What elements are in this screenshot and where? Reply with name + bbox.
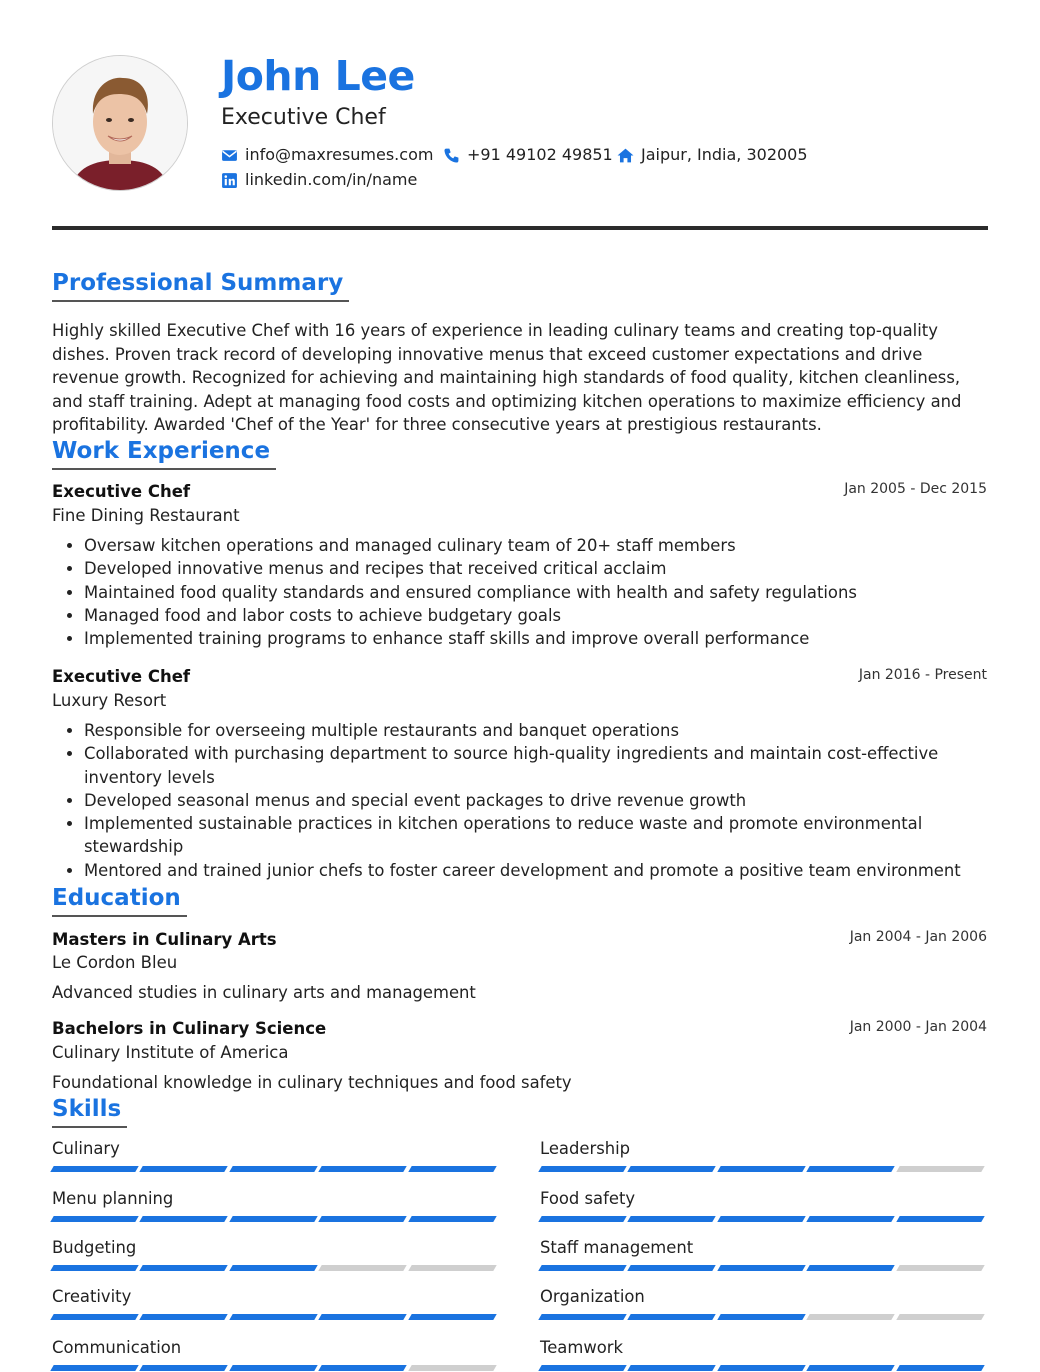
header-divider	[52, 226, 988, 230]
job-company: Fine Dining Restaurant	[52, 506, 240, 525]
skill-segment-empty	[896, 1265, 985, 1271]
skill-segment-filled	[538, 1216, 627, 1222]
skill-segment-filled	[229, 1216, 318, 1222]
avatar	[52, 55, 188, 191]
skill-item	[52, 1286, 499, 1320]
skill-segment-filled	[717, 1265, 806, 1271]
skill-segment-filled	[50, 1216, 139, 1222]
skill-segment-filled	[50, 1365, 139, 1371]
skill-segment-filled	[717, 1314, 806, 1320]
degree-title: Bachelors in Culinary Science	[52, 1019, 327, 1038]
skill-level-bar	[540, 1216, 987, 1222]
location-text: Jaipur, India, 302005	[641, 145, 808, 164]
skill-segment-empty	[408, 1365, 497, 1371]
skill-item	[52, 1138, 499, 1172]
skill-segment-filled	[140, 1265, 229, 1271]
list-item: • Responsible for overseeing multiple restaurants and banquet operations	[84, 719, 964, 742]
list-item: • Implemented training programs to enhance staff skills and improve overall performance	[84, 627, 964, 650]
skill-item	[52, 1237, 499, 1271]
candidate-name: John Lee	[221, 52, 415, 100]
skill-segment-filled	[628, 1216, 717, 1222]
skill-segment-filled	[140, 1365, 229, 1371]
skill-segment-filled	[628, 1166, 717, 1172]
profile-photo	[53, 56, 187, 190]
list-item: • Maintained food quality standards and ensured compliance with health and safety regulations	[84, 581, 964, 604]
skill-name: Teamwork	[540, 1338, 623, 1357]
school-name: Le Cordon Bleu	[52, 953, 178, 972]
skill-segment-filled	[318, 1365, 407, 1371]
skill-level-bar	[52, 1265, 499, 1271]
skill-segment-filled	[806, 1166, 895, 1172]
skill-segment-filled	[538, 1314, 627, 1320]
skill-segment-filled	[628, 1314, 717, 1320]
list-item: • Developed innovative menus and recipes that received critical acclaim	[84, 557, 964, 580]
education-dates: Jan 2000 - Jan 2004	[849, 1019, 987, 1035]
skill-segment-filled	[50, 1265, 139, 1271]
skill-item	[540, 1188, 987, 1222]
skill-name: Culinary	[52, 1139, 120, 1158]
skill-segment-filled	[408, 1216, 497, 1222]
skill-segment-filled	[628, 1265, 717, 1271]
skill-name: Leadership	[540, 1139, 631, 1158]
skill-item	[52, 1337, 499, 1371]
skill-segment-filled	[318, 1216, 407, 1222]
skills-heading: Skills	[52, 1096, 127, 1128]
skill-segment-filled	[318, 1314, 407, 1320]
education-description: Foundational knowledge in culinary techniques and food safety	[52, 1073, 572, 1092]
skill-segment-empty	[408, 1265, 497, 1271]
skill-item	[540, 1286, 987, 1320]
skill-level-bar	[52, 1166, 499, 1172]
skill-level-bar	[540, 1166, 987, 1172]
skill-segment-filled	[408, 1314, 497, 1320]
skill-segment-filled	[717, 1216, 806, 1222]
job-company: Luxury Resort	[52, 691, 167, 710]
school-name: Culinary Institute of America	[52, 1043, 289, 1062]
summary-text: Highly skilled Executive Chef with 16 years of experience in leading culinary teams and creating top-quality dishes. Proven track record of developing innovative menus that exceed customer expectations and drive revenue growth. Recognized for achieving and maintaining high standards of food quality, kitchen cleanliness, and staff training. Adept at managing food costs and optimizing kitchen operations to maximize efficiency and profitability. Awarded 'Chef of the Year' for three consecutive years at prestigious restaurants.	[52, 321, 962, 434]
skill-segment-filled	[806, 1216, 895, 1222]
skill-name: Menu planning	[52, 1189, 174, 1208]
skill-segment-filled	[50, 1314, 139, 1320]
location-contact	[617, 145, 808, 165]
phone-text: +91 49102 49851	[467, 145, 613, 164]
skill-segment-filled	[628, 1365, 717, 1371]
job-dates: Jan 2005 - Dec 2015	[844, 481, 987, 497]
education-heading: Education	[52, 885, 187, 917]
skill-name: Food safety	[540, 1189, 636, 1208]
experience-heading: Work Experience	[52, 438, 276, 470]
linkedin-icon	[221, 172, 238, 189]
skill-segment-filled	[538, 1166, 627, 1172]
list-item: • Collaborated with purchasing department to source high-quality ingredients and maintain cost-effective inventory levels	[84, 742, 964, 789]
skill-segment-filled	[140, 1166, 229, 1172]
email-contact[interactable]	[221, 145, 433, 165]
skill-item	[540, 1337, 987, 1371]
skill-segment-filled	[140, 1314, 229, 1320]
job-title: Executive Chef	[221, 105, 386, 130]
job-bullets	[52, 534, 964, 650]
home-icon	[617, 147, 634, 164]
skill-item	[52, 1188, 499, 1222]
skill-name: Staff management	[540, 1238, 694, 1257]
job-dates: Jan 2016 - Present	[858, 667, 987, 683]
skill-level-bar	[52, 1216, 499, 1222]
skill-segment-filled	[229, 1314, 318, 1320]
job-role: Executive Chef	[52, 482, 191, 501]
phone-icon	[443, 147, 460, 164]
skill-segment-empty	[896, 1166, 985, 1172]
skill-segment-filled	[229, 1166, 318, 1172]
skill-level-bar	[52, 1365, 499, 1371]
list-item: • Developed seasonal menus and special event packages to drive revenue growth	[84, 789, 964, 812]
skill-segment-filled	[50, 1166, 139, 1172]
skill-level-bar	[540, 1314, 987, 1320]
skill-segment-filled	[538, 1365, 627, 1371]
skill-segment-empty	[318, 1265, 407, 1271]
phone-contact[interactable]	[443, 145, 613, 165]
job-role: Executive Chef	[52, 667, 191, 686]
skill-name: Organization	[540, 1287, 645, 1306]
skill-segment-filled	[408, 1166, 497, 1172]
job-bullets	[52, 719, 964, 882]
summary-heading: Professional Summary	[52, 270, 349, 302]
list-item: • Oversaw kitchen operations and managed culinary team of 20+ staff members	[84, 534, 964, 557]
skill-segment-empty	[806, 1314, 895, 1320]
skill-segment-filled	[806, 1365, 895, 1371]
list-item: • Implemented sustainable practices in kitchen operations to reduce waste and promote environmental stewardship	[84, 812, 964, 859]
list-item: • Mentored and trained junior chefs to foster career development and promote a positive team environment	[84, 859, 964, 882]
skill-name: Creativity	[52, 1287, 132, 1306]
skill-segment-filled	[896, 1365, 985, 1371]
skill-level-bar	[52, 1314, 499, 1320]
envelope-icon	[221, 147, 238, 164]
email-text: info@maxresumes.com	[245, 145, 434, 164]
skill-segment-filled	[538, 1265, 627, 1271]
skill-level-bar	[540, 1265, 987, 1271]
education-description: Advanced studies in culinary arts and management	[52, 983, 476, 1002]
skill-level-bar	[540, 1365, 987, 1371]
skill-item	[540, 1138, 987, 1172]
skill-segment-filled	[806, 1265, 895, 1271]
skill-segment-filled	[896, 1216, 985, 1222]
linkedin-text: linkedin.com/in/name	[245, 170, 418, 189]
skill-segment-filled	[229, 1265, 318, 1271]
education-dates: Jan 2004 - Jan 2006	[849, 929, 987, 945]
skill-segment-empty	[896, 1314, 985, 1320]
skill-segment-filled	[717, 1166, 806, 1172]
degree-title: Masters in Culinary Arts	[52, 930, 277, 949]
list-item: • Managed food and labor costs to achieve budgetary goals	[84, 604, 964, 627]
skill-name: Communication	[52, 1338, 182, 1357]
skill-segment-filled	[318, 1166, 407, 1172]
skill-segment-filled	[140, 1216, 229, 1222]
linkedin-contact[interactable]	[221, 170, 417, 190]
skill-segment-filled	[717, 1365, 806, 1371]
skill-item	[540, 1237, 987, 1271]
skill-segment-filled	[229, 1365, 318, 1371]
skill-name: Budgeting	[52, 1238, 137, 1257]
